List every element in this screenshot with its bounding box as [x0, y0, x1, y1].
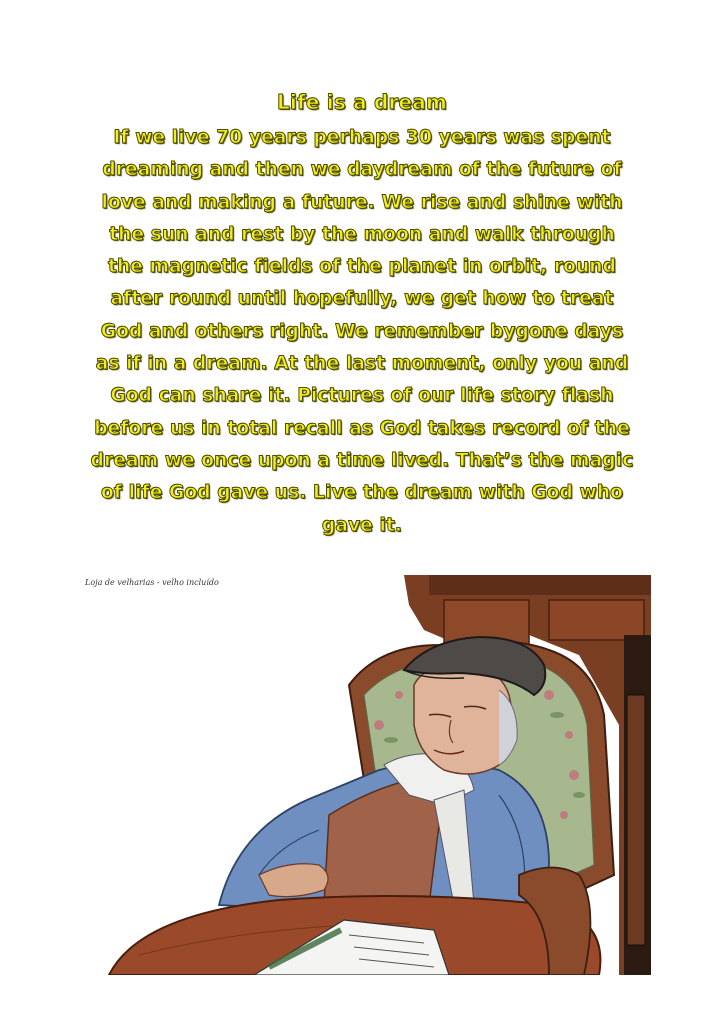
poem-line: the sun and rest by the moon and walk through — [109, 223, 615, 245]
illustration-caption: Loja de velharias - velho incluído — [85, 578, 219, 587]
poem-line: as if in a dream. At the last moment, only you and — [95, 353, 629, 375]
poem-line: dreaming and then we daydream of the future of — [102, 159, 622, 181]
cabinet-top-rail — [429, 575, 651, 595]
poem-line: the magnetic fields of the planet in orbit, round — [107, 256, 617, 278]
poem-line: of life God gave us. Live the dream with God who — [100, 482, 624, 504]
poem-block — [60, 88, 664, 542]
watercolor-illustration — [79, 575, 651, 975]
poem-title: Life is a dream — [276, 90, 448, 114]
side-pillar — [627, 695, 645, 945]
poem-line: love and making a future. We rise and shine with — [101, 191, 623, 213]
face — [414, 663, 512, 774]
poem-line: God and others right. We remember bygone days — [100, 320, 624, 342]
poem-line: If we live 70 years perhaps 30 years was spent — [113, 127, 611, 148]
poem-line: gave it. — [321, 514, 403, 536]
sleeping-man-painting — [79, 575, 651, 975]
cabinet-panel — [549, 600, 644, 640]
poem-body — [60, 122, 664, 542]
poem-line: before us in total recall as God takes record of the — [94, 417, 630, 439]
poem-line: God can share it. Pictures of our life story flash — [110, 385, 614, 407]
poem-line: after round until hopefully, we get how to treat — [110, 288, 614, 310]
poem-line: dream we once upon a time lived. That’s the magic — [90, 449, 634, 471]
